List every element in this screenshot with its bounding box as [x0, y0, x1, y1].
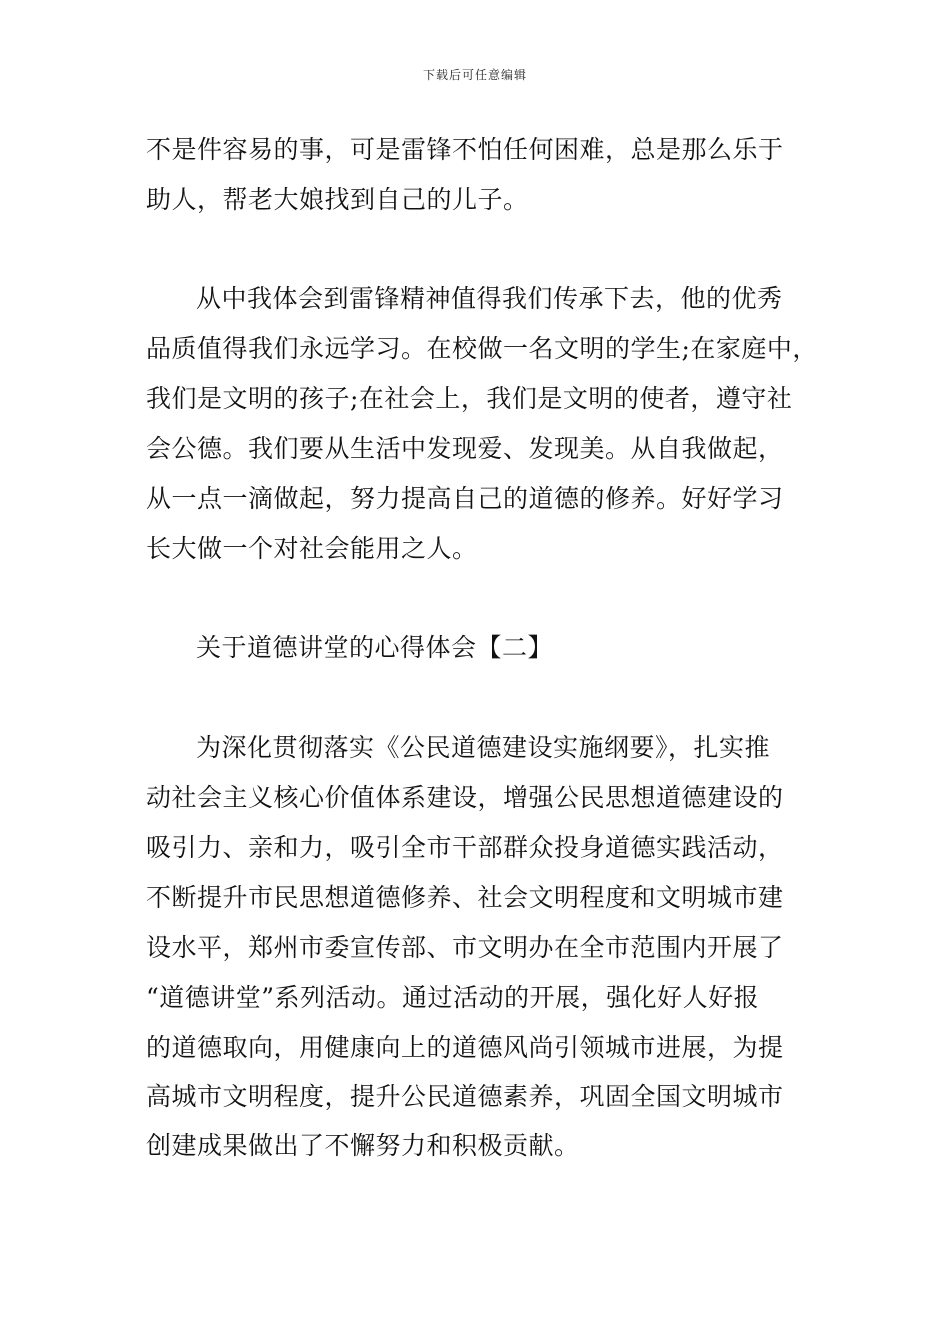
page-header: 下载后可任意编辑: [422, 68, 527, 82]
paragraph-line: 高城市文明程度，提升公民道德素养，巩固全国文明城市: [146, 1082, 784, 1111]
paragraph-line: 从中我体会到雷锋精神值得我们传承下去，他的优秀: [196, 284, 783, 313]
paragraph-line: 会公德。我们要从生活中发现爱、发现美。从自我做起，: [146, 434, 784, 463]
paragraph-line: 吸引力、亲和力，吸引全市干部群众投身道德实践活动，: [146, 833, 784, 862]
paragraph-line: 我们是文明的孩子;在社会上，我们是文明的使者，遵守社: [146, 384, 793, 413]
paragraph-line: 品质值得我们永远学习。在校做一名文明的学生;在家庭中，: [146, 334, 818, 363]
paragraph-line: 从一点一滴做起，努力提高自己的道德的修养。好好学习: [146, 484, 784, 513]
paragraph-line: 设水平，郑州市委宣传部、市文明办在全市范围内开展了: [146, 933, 784, 962]
paragraph-line: 不是件容易的事，可是雷锋不怕任何困难，总是那么乐于: [146, 135, 784, 164]
paragraph-line: 不断提升市民思想道德修养、社会文明程度和文明城市建: [146, 883, 784, 912]
paragraph-line: 动社会主义核心价值体系建设，增强公民思想道德建设的: [146, 783, 784, 812]
paragraph-line: 助人，帮老大娘找到自己的儿子。: [146, 185, 529, 214]
section-heading: 关于道德讲堂的心得体会【二】: [196, 633, 554, 662]
paragraph-line: 长大做一个对社会能用之人。: [146, 534, 478, 563]
paragraph-line: 的道德取向，用健康向上的道德风尚引领城市进展，为提: [146, 1033, 784, 1062]
paragraph-line: “道德讲堂”系列活动。通过活动的开展，强化好人好报: [146, 983, 760, 1012]
paragraph-line: 创建成果做出了不懈努力和积极贡献。: [146, 1131, 580, 1160]
paragraph-line: 为深化贯彻落实《公民道德建设实施纲要》，扎实推: [196, 733, 771, 762]
